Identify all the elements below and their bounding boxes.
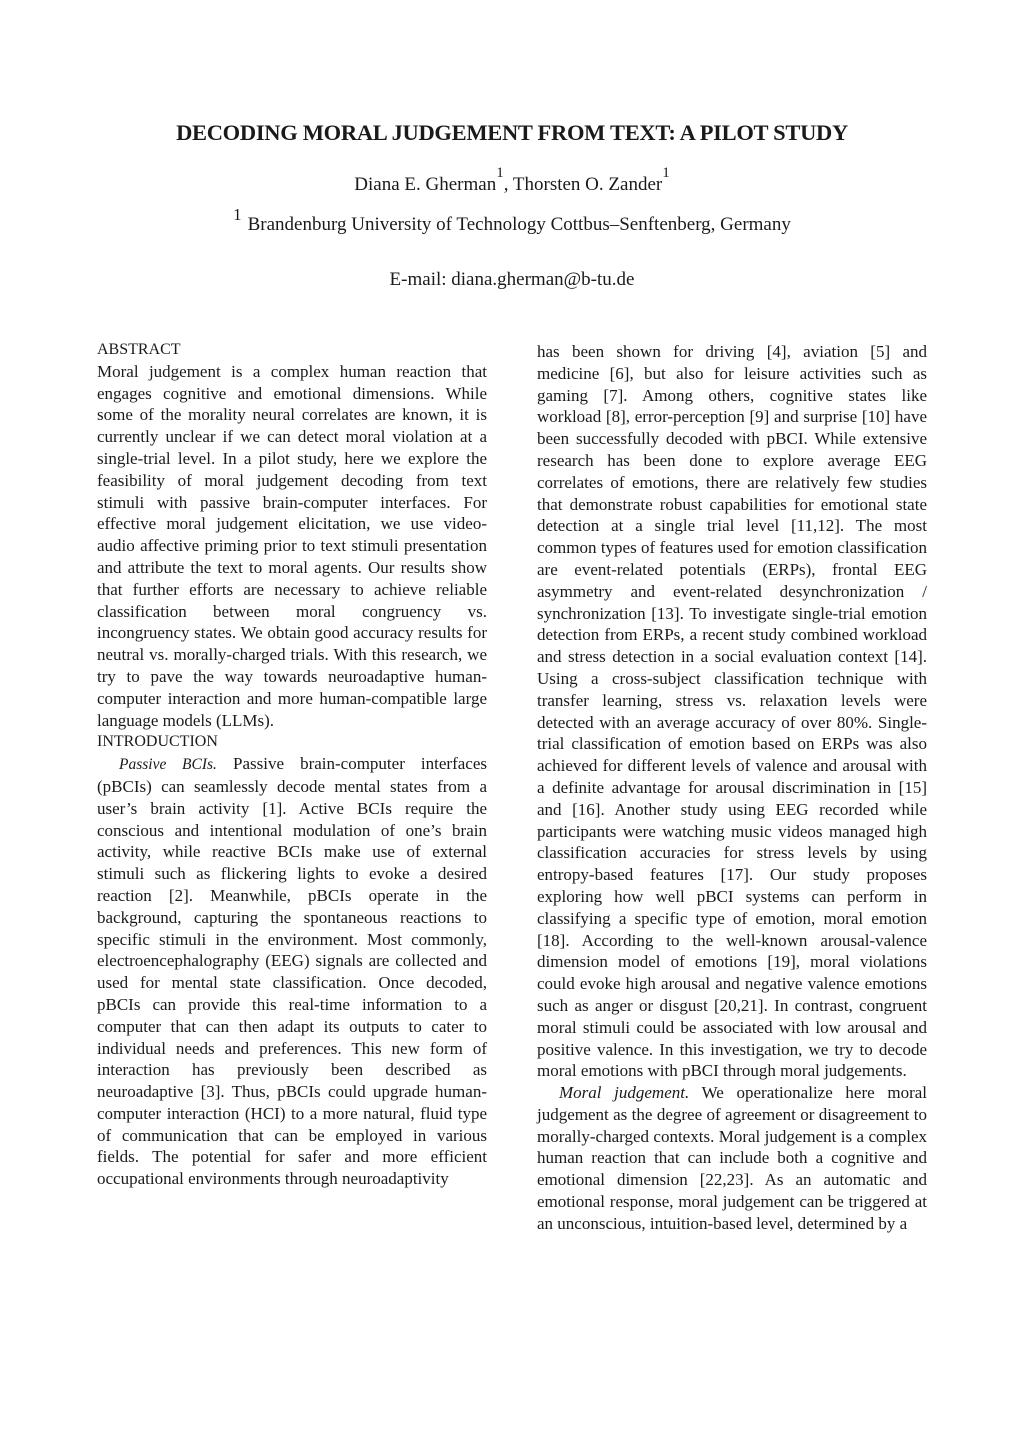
author-line bbox=[0, 165, 1024, 196]
passive-bcis-paragraph bbox=[97, 753, 487, 1190]
introduction-heading: INTRODUCTION bbox=[97, 733, 218, 751]
moral-judgement-label: Moral judgement. bbox=[559, 1083, 690, 1103]
affiliation-marker: 1 bbox=[496, 165, 504, 181]
abstract-heading: ABSTRACT bbox=[97, 341, 181, 358]
passive-bcis-label: Passive BCIs. bbox=[119, 756, 217, 774]
affiliation-marker: 1 bbox=[662, 165, 670, 181]
abstract-text: Moral judgement is a complex human reaction that engages cognitive and emotional dimensions. While some of the morality neural correlates are known, it is currently unclear if we can detect moral violation at a single-trial level. In a pilot study, here we explore the feasibility of moral judgement decoding from text stimuli with passive brain-computer interfaces. For effective moral judgement elicitation, we use video-audio affective priming prior to text stimuli presentation and attribute the text to moral agents. Our results show that further efforts are necessary to achieve reliable classification between moral congruency vs. incongruency states. We obtain good accuracy results for neutral vs. morally-charged trials. With this research, we try to pave the way towards neuroadaptive human-computer interaction and more human-compatible large language models (LLMs). bbox=[97, 361, 487, 730]
paper-title: DECODING MORAL JUDGEMENT FROM TEXT: A PILOT STUDY bbox=[176, 120, 848, 145]
author-name: Thorsten O. Zander bbox=[512, 174, 663, 195]
affiliation-text: Brandenburg University of Technology Cottbus–Senftenberg, Germany bbox=[247, 214, 791, 235]
introduction-continued-paragraph: has been shown for driving [4], aviation [5] and medicine [6], but also for leisure activities such as gaming [7]. Among others, cognitive states like workload [8], error-perception [9] and surprise [10] have been successfully decoded with pBCI. While extensive research has been done to explore average EEG correlates of emotions, there are relatively few studies that demonstrate robust capabilities for emotional state detection at a single trial level [11,12]. The most common types of features used for emotion classification are event-related potentials (ERPs), frontal EEG asymmetry and event-related desynchronization / synchronization [13]. To investigate single-trial emotion detection from ERPs, a recent study combined workload and stress detection in a social evaluation context [14]. Using a cross-subject classification technique with transfer learning, stress vs. relaxation levels were detected with an average accuracy of over 80%. Single-trial classification of emotion based on ERPs was also achieved for different levels of valence and arousal with a definite advantage for arousal discrimination in [15] and [16]. Another study using EEG recorded while participants were watching music videos managed high classification accuracies for stress levels by using entropy-based features [17]. Our study proposes exploring how well pBCI systems can perform in classifying a specific type of emotion, moral emotion [18]. According to the well-known arousal-valence dimension model of emotions [19], moral violations could evoke high arousal and negative valence emotions such as anger or disgust [20,21]. In contrast, congruent moral stimuli could be associated with low arousal and positive valence. In this investigation, we try to decode moral emotions with pBCI through moral judgements. bbox=[537, 342, 927, 1081]
author-separator: , bbox=[503, 174, 513, 195]
passive-bcis-text: Passive brain-computer interfaces (pBCIs) can seamlessly decode mental states from a user’s brain activity [1]. Active BCIs require the conscious and intentional modulation of one’s brain activity, while reactive BCIs make use of external stimuli such as flickering lights to evoke a desired reaction [2]. Meanwhile, pBCIs operate in the background, capturing the spontaneous reactions to specific stimuli in the environment. Most commonly, electroencephalography (EEG) signals are collected and used for mental state classification. Once decoded, pBCIs can provide this real-time information to a computer that can then adapt its outputs to cater to individual needs and preferences. This new form of interaction has previously been described as neuroadaptive [3]. Thus, pBCIs could upgrade human-computer interaction (HCI) to a more natural, fluid type of communication that can be employed in various fields. The potential for safer and more efficient occupational environments through neuroadaptivity bbox=[97, 754, 487, 1189]
affiliation-marker: 1 bbox=[233, 205, 242, 224]
author-name: Diana E. Gherman bbox=[354, 174, 497, 195]
contact-email: E-mail: diana.gherman@b-tu.de bbox=[389, 269, 635, 290]
moral-judgement-text: We operationalize here moral judgement as the degree of agreement or disagreement to morally-charged contexts. Moral judgement is a complex human reaction that can include both a cognitive and emotional dimension [22,23]. As an automatic and emotional response, moral judgement can be triggered at an unconscious, intuition-based level, determined by a bbox=[537, 1083, 927, 1233]
left-column bbox=[97, 339, 487, 1190]
moral-judgement-paragraph bbox=[537, 1082, 927, 1235]
affiliation-line bbox=[0, 205, 1024, 236]
right-column bbox=[537, 341, 927, 1235]
